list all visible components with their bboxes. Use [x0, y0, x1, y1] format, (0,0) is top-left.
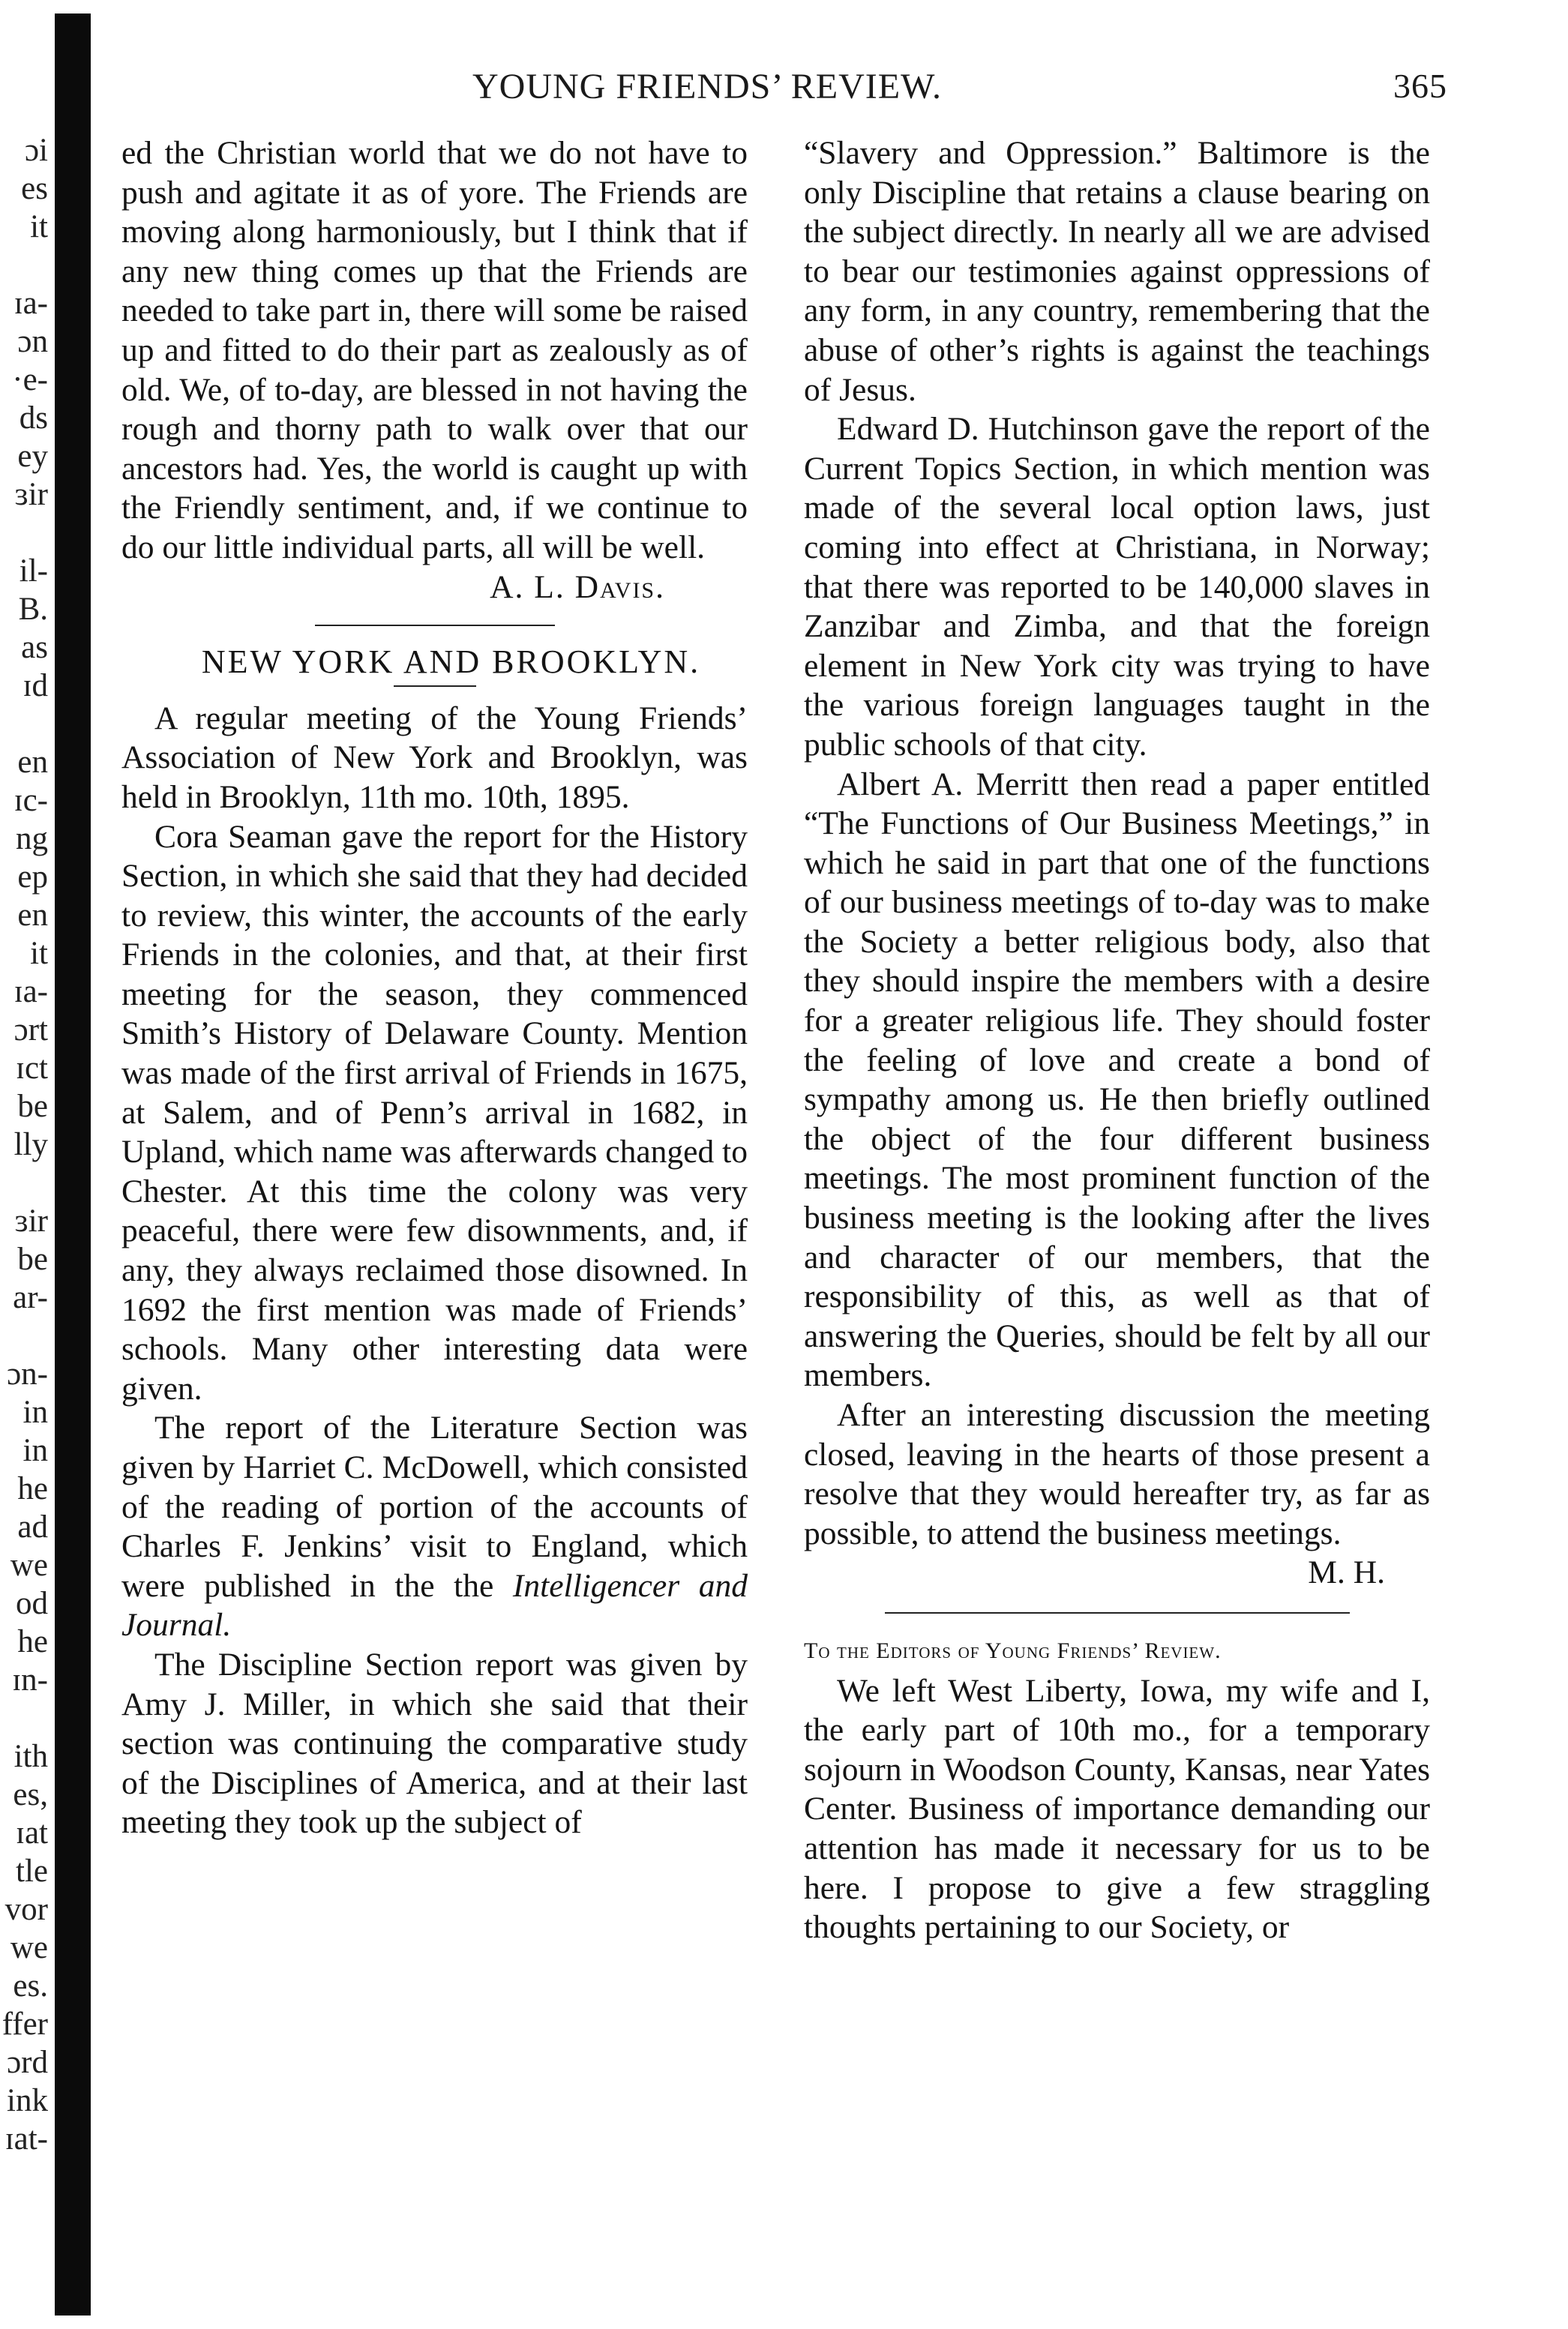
edge-fragment: ɪn- [12, 1662, 48, 1698]
edge-fragment: in [22, 1395, 48, 1430]
edge-fragment: ɪct [16, 1051, 48, 1086]
edge-fragment: it [30, 936, 48, 971]
edge-fragment: we [10, 1548, 48, 1583]
edge-fragment: ·e- [12, 362, 48, 397]
edge-fragment [0, 514, 54, 552]
edge-fragment [0, 246, 54, 284]
edge-fragment: lly [13, 1127, 48, 1162]
letter-paragraph: We left West Liberty, Iowa, my wife and I, the early part of 10th mo., for a temporary sojourn in Woodson County, Kansas, near Yates Center. Business of importance demanding our attention has made it necessary for us to be here. I propose to give a few straggling thoughts pertaining to our Society, or [804, 1672, 1430, 1946]
article-paragraph: A regular meeting of the Young Friends’ Association of New York and Brooklyn, was held in Brooklyn, 11th mo. 10th, 1895. [121, 700, 748, 815]
edge-fragment: es [21, 171, 48, 206]
edge-fragment: it [30, 209, 48, 244]
editors-address: To the Editors of Young Friends’ Review. [804, 1638, 1222, 1663]
edge-fragment: ɜir [14, 1203, 48, 1239]
article-paragraph-text: The report of the Literature Section was given by Harriet C. McDowell, which consisted of the reading of portion of the accounts of Charles F. Jenkins’ visit to England, which were published in the the [121, 1410, 748, 1604]
signature-davis: A. L. Davis. [490, 568, 665, 605]
edge-fragment [0, 1164, 54, 1202]
edge-fragment: ɪat- [4, 2121, 48, 2157]
edge-fragment: ɪat [16, 1815, 48, 1851]
letter-divider [885, 1612, 1350, 1614]
journal-title: YOUNG FRIENDS’ REVIEW. [472, 67, 942, 106]
edge-fragment: he [17, 1471, 48, 1506]
edge-fragment: ɪd [22, 668, 48, 703]
edge-fragment: es. [13, 1968, 48, 2004]
edge-fragment: ɪa- [13, 974, 48, 1009]
section-divider [315, 625, 555, 626]
edge-fragment: ɜir [14, 477, 48, 512]
article-paragraph: Albert A. Merritt then read a paper entitled “The Functions of Our Business Meetings,” in which he said in part that one of the functions of our business meetings of to-day was to make the Society a better religious body, also that they should inspire the members with a desire for a greater religious life. They should foster the feeling of love and create a bond of sympathy among us. He then briefly outlined the object of the four different business meetings. The most prominent function of the business meeting is the looking after the lives and character of our members, that the responsibility of this, as well as that of answering the Queries, should be felt by all our members. [804, 766, 1430, 1394]
edge-fragment: en [17, 898, 48, 933]
edge-fragment [0, 1317, 54, 1355]
binding-shadow [55, 13, 91, 2316]
title-underline [394, 685, 476, 687]
article-paragraph [121, 1408, 748, 1645]
edge-fragment: we [10, 1930, 48, 1965]
edge-fragment: ith [13, 1739, 48, 1774]
edge-fragment: ds [19, 400, 48, 436]
edge-fragment: es, [13, 1777, 48, 1812]
edge-fragment: he [17, 1624, 48, 1659]
article-paragraph: Cora Seaman gave the report for the History Section, in which she said that they had decided to review, this winter, the accounts of the early Friends in the colonies, and that, at their first meeting for the season, they commenced Smith’s History of Delaware County. Mention was made of the first arrival of Friends in 1675, at Salem, and of Penn’s arrival in 1682, in Upland, which name was afterwards changed to Chester. At this time the colony was very peaceful, there were few disownments, and, if any, they always reclaimed those disowned. In 1692 the first mention was made of Friends’ schools. Many other interesting data were given. [121, 818, 748, 1407]
edge-fragment: ɔn- [7, 1356, 48, 1392]
edge-fragment: in [22, 1433, 48, 1468]
edge-fragment: ɪc- [13, 783, 48, 818]
edge-fragment [0, 705, 54, 743]
edge-fragment: ey [17, 439, 48, 474]
adjacent-page-fragments [0, 131, 54, 2306]
edge-fragment: ep [17, 859, 48, 895]
article-paragraph: After an interesting discussion the meeting closed, leaving in the hearts of those present a resolve that they would hereafter try, as far as possible, to attend the business meetings. [804, 1397, 1430, 1551]
edge-fragment [0, 1699, 54, 1737]
edge-fragment: od [16, 1586, 48, 1621]
edge-fragment: ɔi [24, 133, 48, 168]
edge-fragment: ng [16, 821, 48, 856]
signature-mh: M. H. [1308, 1554, 1385, 1591]
edge-fragment: ink [7, 2083, 48, 2118]
edge-fragment: ɔrd [7, 2045, 48, 2080]
edge-fragment: ar- [13, 1280, 48, 1315]
italic-publication-title: Intelligencer and Journal. [121, 1567, 748, 1644]
edge-fragment: ad [17, 1509, 48, 1545]
edge-fragment: vor [4, 1892, 48, 1927]
edge-fragment: en [17, 745, 48, 780]
edge-fragment: tle [16, 1854, 48, 1889]
edge-fragment: ffer [1, 2007, 48, 2042]
page-number: 365 [1393, 67, 1447, 105]
edge-fragment: as [21, 630, 48, 665]
edge-fragment: B. [18, 592, 48, 627]
left-column [121, 133, 748, 1842]
intro-paragraph: ed the Christian world that we do not have to push and agitate it as of yore. The Friends are moving along harmoniously, but I think that if any new thing comes up that the Friends are needed to take part in, there will some be raised up and fitted to do their part as zealously as of old. We, of to-day, are blessed in not having the rough and thorny path to walk over that our ancestors had. Yes, the world is caught up with the Friendly sentiment, and, if we continue to do our little individual parts, all will be well. [121, 135, 748, 565]
edge-fragment: il- [19, 553, 48, 589]
signature-line [804, 1553, 1430, 1593]
edge-fragment: ɔrt [13, 1012, 48, 1048]
edge-fragment: ɔn [17, 324, 48, 359]
article-paragraph: The Discipline Section report was given by Amy J. Miller, in which she said that their section was continuing the comparative study of the Disciplines of America, and at their last meeting they took up the subject of [121, 1646, 748, 1841]
article-paragraph: “Slavery and Oppression.” Baltimore is the only Discipline that retains a clause bearing on the subject directly. In nearly all we are advised to bear our testimonies against oppressions of any form, in any country, remembering that the abuse of other’s rights is against the teachings of Jesus. [804, 135, 1430, 408]
article-paragraph: Edward D. Hutchinson gave the report of the Current Topics Section, in which mention was made of the several local option laws, just coming into effect at Christiana, in Norway; that there was reported to be 140,000 slaves in Zanzibar and Zimba, and that the foreign element in New York city was trying to have the various foreign languages taught in the public schools of that city. [804, 411, 1430, 763]
edge-fragment: ɪa- [13, 286, 48, 321]
right-column [804, 133, 1430, 1947]
section-title: NEW YORK AND BROOKLYN. [201, 643, 701, 681]
edge-fragment: be [17, 1242, 48, 1277]
edge-fragment: be [17, 1089, 48, 1124]
